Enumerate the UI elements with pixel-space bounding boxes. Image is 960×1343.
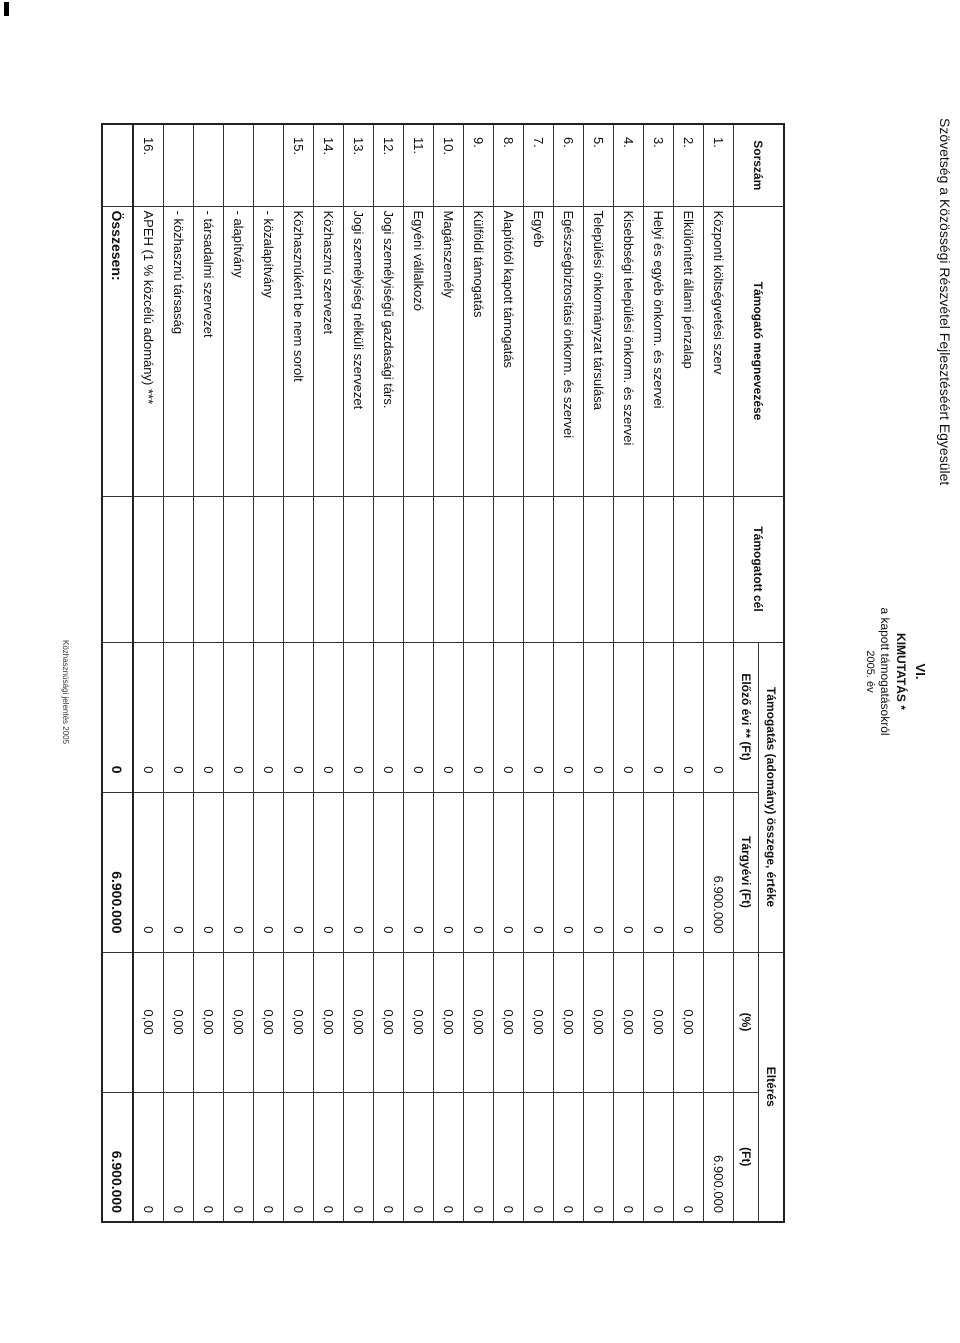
support-purpose — [674, 496, 704, 642]
supporter-name: Helyi és egyéb önkorm. és szervei — [644, 206, 674, 496]
previous-year-amount: 0 — [344, 642, 374, 792]
row-number: 14. — [314, 124, 344, 206]
total-row — [102, 124, 133, 1222]
supporter-name: Magánszemély — [434, 206, 464, 496]
total-cel-cell — [102, 496, 133, 642]
support-purpose — [374, 496, 404, 642]
current-year-amount: 0 — [164, 792, 194, 952]
supporter-name: - közalapítvány — [254, 206, 284, 496]
row-number: 6. — [554, 124, 584, 206]
supporter-name: Egészségbiztosítási önkorm. és szervei — [554, 206, 584, 496]
row-number — [254, 124, 284, 206]
current-year-amount: 0 — [314, 792, 344, 952]
supporter-name: Közhasznúként be nem sorolt — [284, 206, 314, 496]
supporter-name: Jogi személyiségű gazdasági társ. — [374, 206, 404, 496]
difference-amount: 0 — [644, 1092, 674, 1222]
previous-year-amount: 0 — [644, 642, 674, 792]
table-row — [644, 124, 674, 1222]
difference-percent: 0,00 — [374, 952, 404, 1092]
table-row — [404, 124, 434, 1222]
supporter-name: APEH (1 % közcélú adomány) *** — [133, 206, 164, 496]
difference-percent — [704, 952, 734, 1092]
row-number: 7. — [524, 124, 554, 206]
difference-percent: 0,00 — [464, 952, 494, 1092]
supporter-name: Települési önkormányzat társulása — [584, 206, 614, 496]
support-purpose — [434, 496, 464, 642]
header-megnevezes: Támogató megnevezése — [734, 206, 785, 496]
supporter-name: Alapítótól kapott támogatás — [494, 206, 524, 496]
support-purpose — [194, 496, 224, 642]
previous-year-amount: 0 — [374, 642, 404, 792]
previous-year-amount: 0 — [674, 642, 704, 792]
difference-amount: 0 — [224, 1092, 254, 1222]
previous-year-amount: 0 — [404, 642, 434, 792]
supporter-name: Külföldi támogatás — [464, 206, 494, 496]
supporter-name: Közhasznú szervezet — [314, 206, 344, 496]
difference-percent: 0,00 — [314, 952, 344, 1092]
row-number: 12. — [374, 124, 404, 206]
supporter-name: Kisebbségi települési önkorm. és szervei — [614, 206, 644, 496]
difference-amount: 0 — [284, 1092, 314, 1222]
supporter-name: - alapítvány — [224, 206, 254, 496]
difference-percent: 0,00 — [614, 952, 644, 1092]
current-year-amount: 0 — [554, 792, 584, 952]
previous-year-amount: 0 — [164, 642, 194, 792]
current-year-amount: 0 — [524, 792, 554, 952]
row-number: 11. — [404, 124, 434, 206]
support-purpose — [704, 496, 734, 642]
previous-year-amount: 0 — [224, 642, 254, 792]
previous-year-amount: 0 — [464, 642, 494, 792]
table-row — [584, 124, 614, 1222]
row-number: 5. — [584, 124, 614, 206]
table-row — [494, 124, 524, 1222]
previous-year-amount: 0 — [133, 642, 164, 792]
difference-amount: 0 — [344, 1092, 374, 1222]
support-purpose — [344, 496, 374, 642]
table-row — [614, 124, 644, 1222]
row-number: 16. — [133, 124, 164, 206]
header-elteres: Eltérés — [759, 952, 785, 1222]
section-number: VI. — [913, 663, 928, 680]
table-row — [674, 124, 704, 1222]
organization-name: Szövetség a Közösségi Részvétel Fejlesztéséért Egyesület — [937, 118, 953, 486]
difference-amount: 0 — [434, 1092, 464, 1222]
current-year-amount: 0 — [344, 792, 374, 952]
support-purpose — [164, 496, 194, 642]
difference-percent: 0,00 — [284, 952, 314, 1092]
table-row — [164, 124, 194, 1222]
difference-amount: 0 — [133, 1092, 164, 1222]
row-number: 3. — [644, 124, 674, 206]
difference-percent: 0,00 — [164, 952, 194, 1092]
previous-year-amount: 0 — [704, 642, 734, 792]
row-number: 13. — [344, 124, 374, 206]
current-year-amount: 0 — [614, 792, 644, 952]
document-year: 2005. év — [864, 650, 876, 693]
support-purpose — [314, 496, 344, 642]
difference-percent: 0,00 — [434, 952, 464, 1092]
current-year-amount: 0 — [674, 792, 704, 952]
total-pct — [102, 952, 133, 1092]
row-number: 2. — [674, 124, 704, 206]
table-row — [344, 124, 374, 1222]
support-purpose — [644, 496, 674, 642]
table-row — [133, 124, 164, 1222]
total-no-cell — [102, 124, 133, 206]
support-purpose — [524, 496, 554, 642]
table-row — [224, 124, 254, 1222]
header-ft: (Ft) — [734, 1092, 759, 1222]
table-row — [284, 124, 314, 1222]
row-number: 4. — [614, 124, 644, 206]
support-purpose — [554, 496, 584, 642]
page-footer: Közhasznúsági jelentés 2005 — [61, 640, 70, 745]
supporter-name: Jogi személyiség nélküli szervezet — [344, 206, 374, 496]
current-year-amount: 0 — [584, 792, 614, 952]
previous-year-amount: 0 — [524, 642, 554, 792]
table-row — [464, 124, 494, 1222]
previous-year-amount: 0 — [554, 642, 584, 792]
supporter-name: Központi költségvetési szerv — [704, 206, 734, 496]
previous-year-amount: 0 — [614, 642, 644, 792]
total-prev: 0 — [102, 642, 133, 792]
table-row — [434, 124, 464, 1222]
difference-amount: 0 — [584, 1092, 614, 1222]
difference-amount: 0 — [554, 1092, 584, 1222]
current-year-amount: 0 — [284, 792, 314, 952]
difference-percent: 0,00 — [133, 952, 164, 1092]
support-purpose — [254, 496, 284, 642]
previous-year-amount: 0 — [284, 642, 314, 792]
difference-amount: 0 — [464, 1092, 494, 1222]
current-year-amount: 0 — [194, 792, 224, 952]
row-number — [164, 124, 194, 206]
current-year-amount: 0 — [224, 792, 254, 952]
difference-percent: 0,00 — [404, 952, 434, 1092]
difference-amount: 0 — [314, 1092, 344, 1222]
difference-amount: 0 — [674, 1092, 704, 1222]
support-purpose — [494, 496, 524, 642]
header-targyevi: Tárgyévi (Ft) — [734, 792, 759, 952]
row-number — [224, 124, 254, 206]
difference-percent: 0,00 — [584, 952, 614, 1092]
supporter-name: Egyéb — [524, 206, 554, 496]
previous-year-amount: 0 — [194, 642, 224, 792]
support-table — [101, 123, 785, 1223]
difference-percent: 0,00 — [524, 952, 554, 1092]
difference-percent: 0,00 — [494, 952, 524, 1092]
table-row — [194, 124, 224, 1222]
supporter-name: - közhasznú társaság — [164, 206, 194, 496]
difference-percent: 0,00 — [674, 952, 704, 1092]
supporter-name: Egyéni vállalkozó — [404, 206, 434, 496]
support-purpose — [404, 496, 434, 642]
table-row — [254, 124, 284, 1222]
row-number: 9. — [464, 124, 494, 206]
row-number: 15. — [284, 124, 314, 206]
difference-amount: 0 — [254, 1092, 284, 1222]
row-number: 1. — [704, 124, 734, 206]
current-year-amount: 0 — [644, 792, 674, 952]
table-row — [374, 124, 404, 1222]
difference-amount: 0 — [164, 1092, 194, 1222]
difference-amount: 0 — [614, 1092, 644, 1222]
table-row — [704, 124, 734, 1222]
header-osszeg: Támogatás (adomány) összege, értéke — [759, 642, 785, 952]
previous-year-amount: 0 — [584, 642, 614, 792]
support-purpose — [464, 496, 494, 642]
support-purpose — [584, 496, 614, 642]
difference-percent: 0,00 — [194, 952, 224, 1092]
header-elozo: Előző évi ** (Ft) — [734, 642, 759, 792]
current-year-amount: 0 — [464, 792, 494, 952]
header-sorszam: Sorszám — [734, 124, 785, 206]
difference-percent: 0,00 — [224, 952, 254, 1092]
current-year-amount: 0 — [254, 792, 284, 952]
support-purpose — [614, 496, 644, 642]
difference-percent: 0,00 — [554, 952, 584, 1092]
difference-percent: 0,00 — [644, 952, 674, 1092]
supporter-name: Elkülönített állami pénzalap — [674, 206, 704, 496]
previous-year-amount: 0 — [254, 642, 284, 792]
current-year-amount: 0 — [133, 792, 164, 952]
current-year-amount: 0 — [434, 792, 464, 952]
table-row — [554, 124, 584, 1222]
current-year-amount: 6.900.000 — [704, 792, 734, 952]
difference-amount: 0 — [194, 1092, 224, 1222]
header-pct: (%) — [734, 952, 759, 1092]
difference-percent: 0,00 — [254, 952, 284, 1092]
difference-amount: 0 — [404, 1092, 434, 1222]
support-purpose — [133, 496, 164, 642]
previous-year-amount: 0 — [434, 642, 464, 792]
document-title: KIMUTATÁS * — [894, 633, 908, 710]
document-subtitle: a kapott támogatásokról — [878, 607, 892, 736]
previous-year-amount: 0 — [314, 642, 344, 792]
row-number: 8. — [494, 124, 524, 206]
total-diff: 6.900.000 — [102, 1092, 133, 1222]
difference-amount: 6.900.000 — [704, 1092, 734, 1222]
total-label: Összesen: — [102, 206, 133, 496]
supporter-name: - társadalmi szervezet — [194, 206, 224, 496]
table-row — [314, 124, 344, 1222]
previous-year-amount: 0 — [494, 642, 524, 792]
row-number — [194, 124, 224, 206]
current-year-amount: 0 — [494, 792, 524, 952]
difference-amount: 0 — [494, 1092, 524, 1222]
current-year-amount: 0 — [374, 792, 404, 952]
table-row — [524, 124, 554, 1222]
row-number: 10. — [434, 124, 464, 206]
header-cel: Támogatott cél — [734, 496, 785, 642]
difference-amount: 0 — [374, 1092, 404, 1222]
difference-amount: 0 — [524, 1092, 554, 1222]
difference-percent: 0,00 — [344, 952, 374, 1092]
support-purpose — [284, 496, 314, 642]
support-purpose — [224, 496, 254, 642]
current-year-amount: 0 — [404, 792, 434, 952]
total-curr: 6.900.000 — [102, 792, 133, 952]
